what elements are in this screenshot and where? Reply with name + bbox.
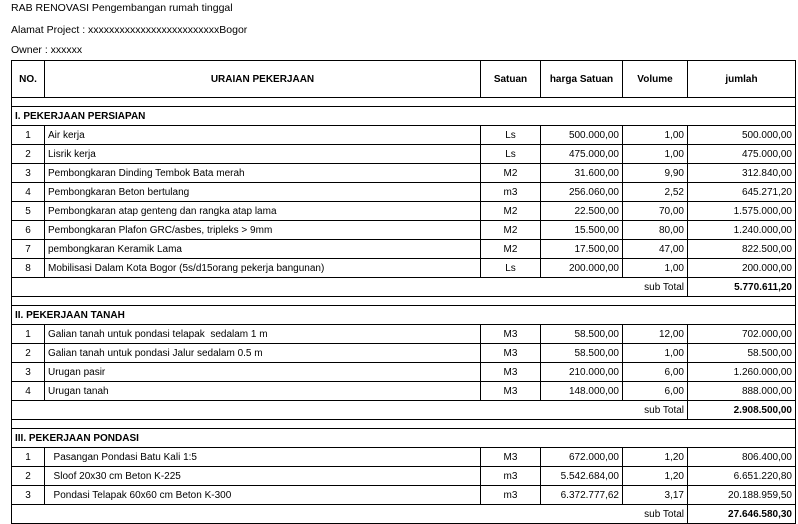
row-jumlah: 200.000,00 bbox=[688, 259, 796, 278]
section-title: II. PEKERJAAN TANAH bbox=[12, 306, 796, 325]
spacer-cell bbox=[12, 297, 796, 306]
subtotal-value: 2.908.500,00 bbox=[688, 401, 796, 420]
row-uraian: Lisrik kerja bbox=[45, 145, 481, 164]
document-title: RAB RENOVASI Pengembangan rumah tinggal bbox=[11, 2, 233, 14]
subtotal-label: sub Total bbox=[623, 401, 688, 420]
row-volume: 1,00 bbox=[623, 259, 688, 278]
section-title-row bbox=[12, 107, 796, 126]
row-satuan: m3 bbox=[481, 486, 541, 505]
table-row bbox=[12, 183, 796, 202]
project-address: Alamat Project : xxxxxxxxxxxxxxxxxxxxxxxxxBogor bbox=[11, 24, 248, 36]
table-row bbox=[12, 126, 796, 145]
row-uraian: Pembongkaran Plafon GRC/asbes, tripleks > 9mm bbox=[45, 221, 481, 240]
table-header-row bbox=[12, 61, 796, 98]
row-volume: 6,00 bbox=[623, 382, 688, 401]
table-row bbox=[12, 259, 796, 278]
row-satuan: M2 bbox=[481, 164, 541, 183]
spacer-row bbox=[12, 420, 796, 429]
row-satuan: M2 bbox=[481, 202, 541, 221]
row-volume: 3,17 bbox=[623, 486, 688, 505]
table-row bbox=[12, 344, 796, 363]
row-satuan: M3 bbox=[481, 363, 541, 382]
section-title-row bbox=[12, 306, 796, 325]
row-jumlah: 475.000,00 bbox=[688, 145, 796, 164]
row-no: 2 bbox=[12, 344, 45, 363]
row-jumlah: 6.651.220,80 bbox=[688, 467, 796, 486]
row-satuan: Ls bbox=[481, 126, 541, 145]
row-no: 4 bbox=[12, 382, 45, 401]
row-volume: 1,00 bbox=[623, 126, 688, 145]
row-jumlah: 806.400,00 bbox=[688, 448, 796, 467]
row-satuan: m3 bbox=[481, 467, 541, 486]
row-volume: 80,00 bbox=[623, 221, 688, 240]
row-harga: 500.000,00 bbox=[541, 126, 623, 145]
row-no: 3 bbox=[12, 486, 45, 505]
row-harga: 6.372.777,62 bbox=[541, 486, 623, 505]
row-volume: 12,00 bbox=[623, 325, 688, 344]
row-harga: 672.000,00 bbox=[541, 448, 623, 467]
table-row bbox=[12, 363, 796, 382]
row-no: 1 bbox=[12, 448, 45, 467]
row-harga: 58.500,00 bbox=[541, 344, 623, 363]
row-no: 3 bbox=[12, 164, 45, 183]
row-uraian: Urugan pasir bbox=[45, 363, 481, 382]
row-satuan: Ls bbox=[481, 145, 541, 164]
row-volume: 1,00 bbox=[623, 145, 688, 164]
subtotal-value: 27.646.580,30 bbox=[688, 505, 796, 524]
row-jumlah: 500.000,00 bbox=[688, 126, 796, 145]
row-jumlah: 645.271,20 bbox=[688, 183, 796, 202]
row-volume: 1,20 bbox=[623, 448, 688, 467]
row-volume: 9,90 bbox=[623, 164, 688, 183]
row-harga: 475.000,00 bbox=[541, 145, 623, 164]
row-harga: 210.000,00 bbox=[541, 363, 623, 382]
row-satuan: M2 bbox=[481, 221, 541, 240]
row-no: 1 bbox=[12, 126, 45, 145]
table-row bbox=[12, 202, 796, 221]
rab-table bbox=[11, 60, 796, 524]
subtotal-spacer bbox=[12, 401, 623, 420]
row-uraian: Galian tanah untuk pondasi telapak sedalam 1 m bbox=[45, 325, 481, 344]
section-title-row bbox=[12, 429, 796, 448]
row-harga: 256.060,00 bbox=[541, 183, 623, 202]
row-harga: 31.600,00 bbox=[541, 164, 623, 183]
table-row bbox=[12, 486, 796, 505]
row-volume: 1,20 bbox=[623, 467, 688, 486]
row-no: 5 bbox=[12, 202, 45, 221]
row-harga: 58.500,00 bbox=[541, 325, 623, 344]
section-title: I. PEKERJAAN PERSIAPAN bbox=[12, 107, 796, 126]
row-uraian: Mobilisasi Dalam Kota Bogor (5s/d15orang pekerja bangunan) bbox=[45, 259, 481, 278]
row-jumlah: 312.840,00 bbox=[688, 164, 796, 183]
table-row bbox=[12, 448, 796, 467]
subtotal-row bbox=[12, 401, 796, 420]
row-satuan: M3 bbox=[481, 344, 541, 363]
spacer-row bbox=[12, 98, 796, 107]
row-uraian: Air kerja bbox=[45, 126, 481, 145]
row-uraian: Pembongkaran Dinding Tembok Bata merah bbox=[45, 164, 481, 183]
row-jumlah: 20.188.959,50 bbox=[688, 486, 796, 505]
row-jumlah: 1.240.000,00 bbox=[688, 221, 796, 240]
table-row bbox=[12, 145, 796, 164]
row-jumlah: 822.500,00 bbox=[688, 240, 796, 259]
row-no: 3 bbox=[12, 363, 45, 382]
project-owner: Owner : xxxxxx bbox=[11, 44, 83, 56]
row-jumlah: 702.000,00 bbox=[688, 325, 796, 344]
subtotal-label: sub Total bbox=[623, 278, 688, 297]
row-satuan: M3 bbox=[481, 382, 541, 401]
row-uraian: Pembongkaran atap genteng dan rangka atap lama bbox=[45, 202, 481, 221]
row-no: 1 bbox=[12, 325, 45, 344]
row-harga: 148.000,00 bbox=[541, 382, 623, 401]
row-uraian: Pasangan Pondasi Batu Kali 1:5 bbox=[45, 448, 481, 467]
table-row bbox=[12, 221, 796, 240]
row-no: 7 bbox=[12, 240, 45, 259]
spacer-cell bbox=[12, 98, 796, 107]
row-satuan: Ls bbox=[481, 259, 541, 278]
row-harga: 15.500,00 bbox=[541, 221, 623, 240]
row-jumlah: 58.500,00 bbox=[688, 344, 796, 363]
row-uraian: Pondasi Telapak 60x60 cm Beton K-300 bbox=[45, 486, 481, 505]
row-uraian: pembongkaran Keramik Lama bbox=[45, 240, 481, 259]
spacer-row bbox=[12, 297, 796, 306]
section-title: III. PEKERJAAN PONDASI bbox=[12, 429, 796, 448]
row-jumlah: 1.575.000,00 bbox=[688, 202, 796, 221]
row-uraian: Urugan tanah bbox=[45, 382, 481, 401]
table-row bbox=[12, 164, 796, 183]
row-harga: 22.500,00 bbox=[541, 202, 623, 221]
row-uraian: Sloof 20x30 cm Beton K-225 bbox=[45, 467, 481, 486]
row-volume: 2,52 bbox=[623, 183, 688, 202]
col-header-satuan: Satuan bbox=[481, 61, 541, 98]
row-volume: 6,00 bbox=[623, 363, 688, 382]
row-satuan: M3 bbox=[481, 448, 541, 467]
row-no: 4 bbox=[12, 183, 45, 202]
row-volume: 70,00 bbox=[623, 202, 688, 221]
spacer-cell bbox=[12, 420, 796, 429]
row-no: 2 bbox=[12, 467, 45, 486]
subtotal-label: sub Total bbox=[623, 505, 688, 524]
row-no: 8 bbox=[12, 259, 45, 278]
table-row bbox=[12, 467, 796, 486]
row-satuan: M2 bbox=[481, 240, 541, 259]
row-volume: 1,00 bbox=[623, 344, 688, 363]
row-harga: 5.542.684,00 bbox=[541, 467, 623, 486]
subtotal-row bbox=[12, 278, 796, 297]
col-header-uraian: URAIAN PEKERJAAN bbox=[45, 61, 481, 98]
table-row bbox=[12, 240, 796, 259]
col-header-volume: Volume bbox=[623, 61, 688, 98]
table-row bbox=[12, 325, 796, 344]
row-harga: 17.500,00 bbox=[541, 240, 623, 259]
row-satuan: m3 bbox=[481, 183, 541, 202]
col-header-harga: harga Satuan bbox=[541, 61, 623, 98]
row-satuan: M3 bbox=[481, 325, 541, 344]
row-no: 2 bbox=[12, 145, 45, 164]
table-row bbox=[12, 382, 796, 401]
col-header-no: NO. bbox=[12, 61, 45, 98]
subtotal-spacer bbox=[12, 278, 623, 297]
col-header-jumlah: jumlah bbox=[688, 61, 796, 98]
row-uraian: Pembongkaran Beton bertulang bbox=[45, 183, 481, 202]
row-volume: 47,00 bbox=[623, 240, 688, 259]
row-jumlah: 888.000,00 bbox=[688, 382, 796, 401]
row-uraian: Galian tanah untuk pondasi Jalur sedalam 0.5 m bbox=[45, 344, 481, 363]
row-jumlah: 1.260.000,00 bbox=[688, 363, 796, 382]
row-harga: 200.000,00 bbox=[541, 259, 623, 278]
row-no: 6 bbox=[12, 221, 45, 240]
subtotal-value: 5.770.611,20 bbox=[688, 278, 796, 297]
